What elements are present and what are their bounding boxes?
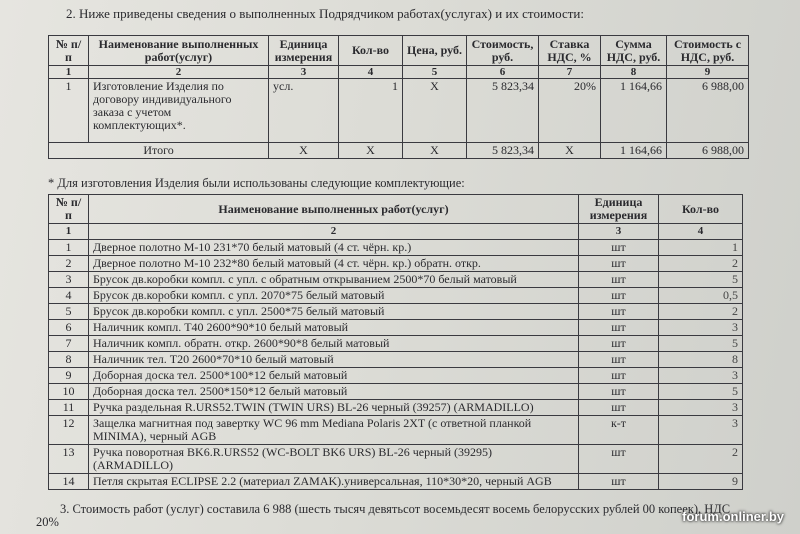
table-row (49, 474, 743, 490)
row-index: 8 (49, 352, 89, 368)
components-note: * Для изготовления Изделия были использованы следующие комплектующие: (48, 176, 465, 190)
cell-unit: усл. (269, 79, 339, 143)
total-price: Х (403, 143, 467, 159)
row-name: Наличник компл. Т40 2600*90*10 белый матовый (89, 320, 579, 336)
row-unit: шт (579, 368, 659, 384)
row-unit: шт (579, 445, 659, 474)
cell-vat-rate: 20% (539, 79, 601, 143)
row-unit: шт (579, 474, 659, 490)
table-row (49, 445, 743, 474)
row-name: Ручка раздельная R.URS52.TWIN (TWIN URS) BL-26 черный (39257) (ARMADILLO) (89, 400, 579, 416)
table-row (49, 352, 743, 368)
components-table (48, 194, 743, 490)
row-qty: 0,5 (659, 288, 743, 304)
header-cell: Наименование выполненных работ(услуг) (89, 195, 579, 224)
row-qty: 8 (659, 352, 743, 368)
row-name: Брусок дв.коробки компл. с упл. с обратным открыванием 2500*70 белый матовый (89, 272, 579, 288)
header-cell: Единица измерения (579, 195, 659, 224)
number-cell: 9 (667, 66, 749, 79)
header-cell: № п/п (49, 195, 89, 224)
total-unit: Х (269, 143, 339, 159)
number-cell: 2 (89, 224, 579, 240)
table-row (49, 384, 743, 400)
row-index: 10 (49, 384, 89, 400)
row-unit: шт (579, 336, 659, 352)
row-index: 1 (49, 240, 89, 256)
row-unit: к-т (579, 416, 659, 445)
cost-summary-line-1: 3. Стоимость работ (услуг) составила 6 988 (шесть тысяч девятьсот восемьдесят восемь белорусских рублей 00 копеек), НДС (60, 502, 731, 516)
row-unit: шт (579, 304, 659, 320)
header-cell: Цена, руб. (403, 36, 467, 66)
header-cell: Кол-во (339, 36, 403, 66)
section-heading: 2. Ниже приведены сведения о выполненных Подрядчиком работах(услугах) и их стоимости: (66, 6, 584, 21)
row-qty: 5 (659, 336, 743, 352)
row-name: Брусок дв.коробки компл. с упл. 2500*75 белый матовый (89, 304, 579, 320)
number-cell: 3 (269, 66, 339, 79)
components-header-row (49, 195, 743, 224)
row-name: Дверное полотно М-10 232*80 белый матовый (4 ст. чёрн. кр.) обратн. откр. (89, 256, 579, 272)
row-index: 2 (49, 256, 89, 272)
row-unit: шт (579, 272, 659, 288)
row-qty: 3 (659, 320, 743, 336)
header-cell: № п/п (49, 36, 89, 66)
row-index: 5 (49, 304, 89, 320)
row-name: Брусок дв.коробки компл. с упл. 2070*75 белый матовый (89, 288, 579, 304)
number-cell: 2 (89, 66, 269, 79)
row-index: 6 (49, 320, 89, 336)
row-name: Наличник компл. обратн. откр. 2600*90*8 белый матовый (89, 336, 579, 352)
row-index: 9 (49, 368, 89, 384)
cell-price: Х (403, 79, 467, 143)
row-qty: 5 (659, 272, 743, 288)
row-unit: шт (579, 288, 659, 304)
header-cell: Стоимость, руб. (467, 36, 539, 66)
number-cell: 3 (579, 224, 659, 240)
row-index: 7 (49, 336, 89, 352)
cost-summary-line-2: 20% (36, 515, 59, 529)
total-qty: Х (339, 143, 403, 159)
works-row (49, 79, 749, 143)
row-name: Наличник тел. Т20 2600*70*10 белый матовый (89, 352, 579, 368)
table-row (49, 320, 743, 336)
table-row (49, 400, 743, 416)
works-table (48, 35, 749, 159)
table-row (49, 304, 743, 320)
row-qty: 1 (659, 240, 743, 256)
row-qty: 2 (659, 304, 743, 320)
cell-qty: 1 (339, 79, 403, 143)
cell-cost: 5 823,34 (467, 79, 539, 143)
row-unit: шт (579, 400, 659, 416)
header-cell: Наименование выполненных работ(услуг) (89, 36, 269, 66)
cost-summary (36, 502, 780, 529)
row-unit: шт (579, 320, 659, 336)
row-qty: 9 (659, 474, 743, 490)
number-cell: 1 (49, 66, 89, 79)
row-unit: шт (579, 352, 659, 368)
header-cell: Сумма НДС, руб. (601, 36, 667, 66)
number-cell: 6 (467, 66, 539, 79)
row-qty: 3 (659, 400, 743, 416)
row-name: Петля скрытая ECLIPSE 2.2 (материал ZAMAK).универсальная, 110*30*20, черный AGB (89, 474, 579, 490)
row-unit: шт (579, 384, 659, 400)
number-cell: 8 (601, 66, 667, 79)
number-cell: 5 (403, 66, 467, 79)
row-index: 13 (49, 445, 89, 474)
row-qty: 3 (659, 368, 743, 384)
works-total-row (49, 143, 749, 159)
row-name: Ручка поворотная BK6.R.URS52 (WC-BOLT BK6 URS) BL-26 черный (39295) (ARMADILLO) (89, 445, 579, 474)
header-cell: Стоимость с НДС, руб. (667, 36, 749, 66)
total-vat-sum: 1 164,66 (601, 143, 667, 159)
watermark: forum.onliner.by (682, 509, 784, 524)
total-label: Итого (49, 143, 269, 159)
row-index: 12 (49, 416, 89, 445)
total-vat-rate: Х (539, 143, 601, 159)
header-cell: Кол-во (659, 195, 743, 224)
row-name: Доборная доска тел. 2500*100*12 белый матовый (89, 368, 579, 384)
total-sum: 6 988,00 (667, 143, 749, 159)
table-row (49, 240, 743, 256)
row-qty: 3 (659, 416, 743, 445)
table-row (49, 288, 743, 304)
components-number-row (49, 224, 743, 240)
row-name: Защелка магнитная под завертку WC 96 mm Mediana Polaris 2XT (с ответной планкой MINIMA), черный AGB (89, 416, 579, 445)
table-row (49, 272, 743, 288)
cell-index: 1 (49, 79, 89, 143)
row-unit: шт (579, 256, 659, 272)
row-qty: 5 (659, 384, 743, 400)
total-cost: 5 823,34 (467, 143, 539, 159)
row-index: 4 (49, 288, 89, 304)
number-cell: 1 (49, 224, 89, 240)
table-row (49, 416, 743, 445)
table-row (49, 336, 743, 352)
row-index: 14 (49, 474, 89, 490)
row-index: 11 (49, 400, 89, 416)
row-name: Доборная доска тел. 2500*150*12 белый матовый (89, 384, 579, 400)
header-cell: Единица измерения (269, 36, 339, 66)
number-cell: 4 (659, 224, 743, 240)
row-index: 3 (49, 272, 89, 288)
cell-name: Изготовление Изделия по договору индивидуального заказа с учетом комплектующих*. (89, 79, 269, 143)
row-qty: 2 (659, 256, 743, 272)
cell-total: 6 988,00 (667, 79, 749, 143)
cell-vat-sum: 1 164,66 (601, 79, 667, 143)
row-qty: 2 (659, 445, 743, 474)
table-row (49, 256, 743, 272)
header-cell: Ставка НДС, % (539, 36, 601, 66)
number-cell: 7 (539, 66, 601, 79)
row-name: Дверное полотно М-10 231*70 белый матовый (4 ст. чёрн. кр.) (89, 240, 579, 256)
row-unit: шт (579, 240, 659, 256)
works-header-row (49, 36, 749, 66)
works-number-row (49, 66, 749, 79)
number-cell: 4 (339, 66, 403, 79)
table-row (49, 368, 743, 384)
